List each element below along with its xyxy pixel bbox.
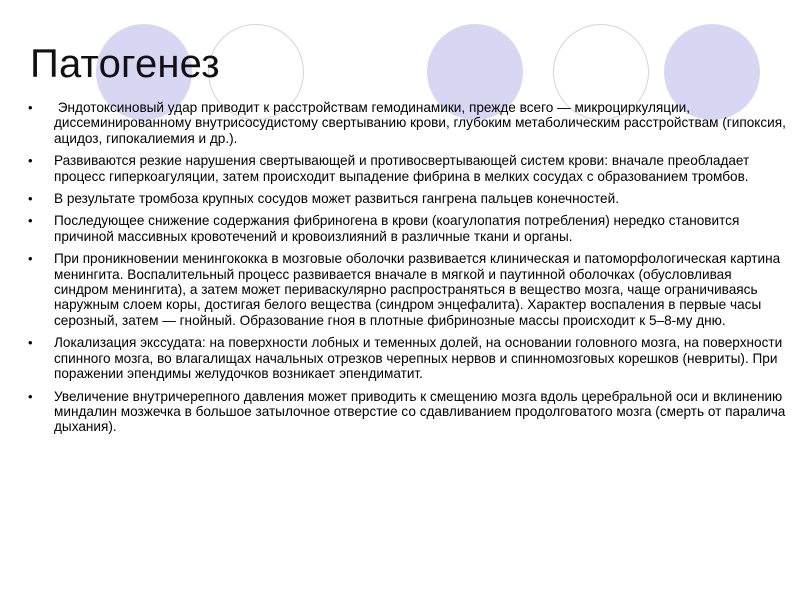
bullet-text: Локализация экссудата: на поверхности лобных и теменных долей, на основании головного мозга, на поверхности спинного мозга, во влагалищах начальных отрезков черепных нервов и спинномозговых корешков (невриты). При поражении эпендимы желудочков возникает эпендиматит. (54, 335, 783, 382)
bullet-text: Последующее снижение содержания фибриногена в крови (коагулопатия потребления) нередко становится причиной массивных кровотечений и кровоизлияний в различные ткани и органы. (54, 213, 740, 244)
bullet-dot-icon: • (28, 153, 33, 169)
bullet-text: Развиваются резкие нарушения свертывающей и противосвертывающей систем крови: вначале преобладает процесс гиперкоагуляции, затем происходит выпадение фибрина в мелких сосудах с образованием тромбов. (54, 153, 750, 184)
bullet-dot-icon: • (28, 335, 33, 351)
bullet-item (28, 213, 788, 244)
bullet-item (28, 191, 788, 206)
bullet-text: При проникновении менингококка в мозговые оболочки развивается клиническая и патоморфологическая картина менингита. Воспалительный процесс развивается вначале в мягкой и паутинной оболочках (обусловливая синдром менингита), а затем может периваскулярно распространяться в вещество мозга, чаще ограничиваясь наружным слоем коры, достигая белого вещества (синдром энцефалита). Характер воспаления в первые часы серозный, затем — гнойный. Образование гноя в плотные фибринозные массы происходит к 5–8-му дню. (54, 251, 781, 328)
bullet-item (28, 335, 788, 381)
bullet-dot-icon: • (28, 213, 33, 229)
slide-title: Патогенез (30, 42, 220, 86)
bullet-item (28, 389, 788, 435)
bullet-item (28, 100, 788, 146)
bullet-text: Увеличение внутричерепного давления может приводить к смещению мозга вдоль церебральной оси и вклинению миндалин мозжечка в большое затылочное отверстие со сдавливанием продолговатого мозга (смерть от паралича дыхания). (54, 388, 786, 435)
bullet-item (28, 251, 788, 328)
bullet-text: Эндотоксиновый удар приводит к расстройствам гемодинамики, прежде всего — микроциркуляции, диссеминированному внутрисосудистому свертыванию крови, глубоким метаболическим расстройствам (гипоксия, ацидоз, гипокалиемия и др.). (54, 100, 790, 146)
bullet-dot-icon: • (28, 251, 33, 267)
bullet-dot-icon: • (28, 191, 33, 207)
bullet-dot-icon: • (28, 388, 33, 404)
bullet-item (28, 153, 788, 184)
bullet-dot-icon: • (28, 100, 33, 115)
bullet-text: В результате тромбоза крупных сосудов может развиться гангрена пальцев конечностей. (54, 191, 619, 207)
bullet-list (28, 100, 788, 442)
